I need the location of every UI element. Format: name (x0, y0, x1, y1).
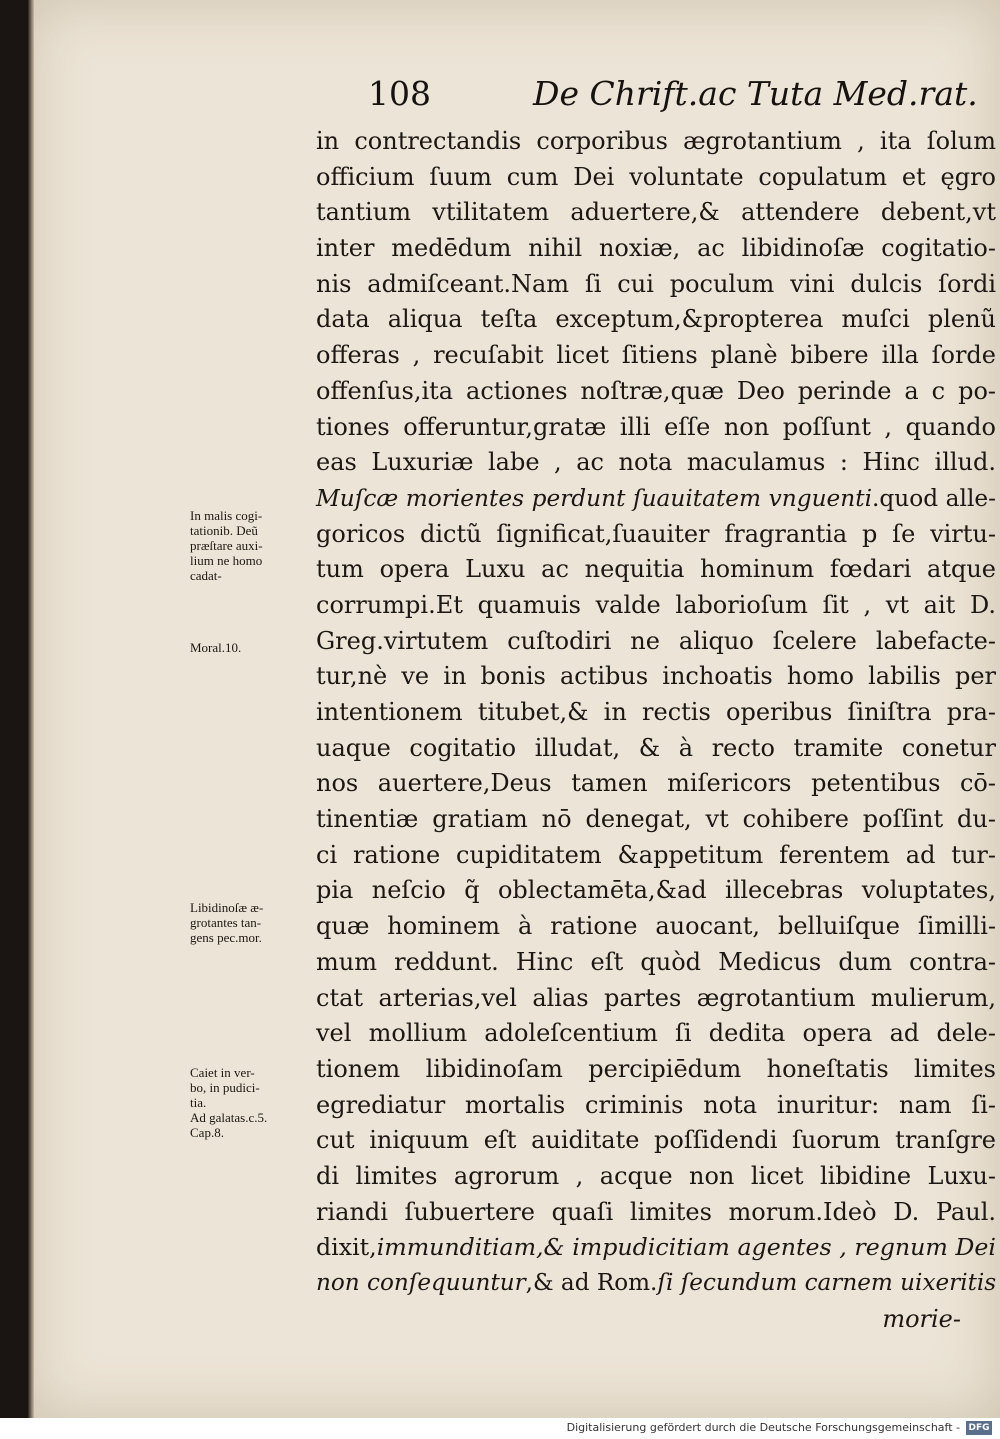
text-roman: inter medēdum nihil noxiæ, ac libidinoſæ cogitatio- (316, 234, 996, 263)
text-roman: nis admiſceant.Nam ſi cui poculum vini dulcis ſordi (316, 269, 996, 298)
text-roman: di limites agrorum , acque non licet libidine Luxu- (316, 1161, 996, 1190)
text-roman: tantium vtilitatem aduertere,& attendere debent,vt (316, 198, 996, 227)
margin-note-line: In malis cogi- (190, 508, 263, 523)
running-head (368, 74, 978, 124)
body-text (316, 124, 996, 1337)
text-roman: tionem libidinoſam percipiēdum honeſtatis limites (316, 1054, 996, 1083)
margin-note-line: Caiet in ver- (190, 1065, 255, 1080)
text-line (316, 766, 996, 802)
text-line (316, 945, 996, 981)
text-line (316, 302, 996, 338)
text-roman: ci ratione cupiditatem &appetitum ferentem ad tur- (316, 840, 996, 869)
text-line (316, 338, 996, 374)
text-roman: corrumpi.Et quamuis valde laborioſum ſit , vt ait D. (316, 590, 996, 619)
text-line (316, 410, 996, 446)
text-line (316, 981, 996, 1017)
text-line (316, 195, 996, 231)
text-roman: vel mollium adoleſcentium ſi dedita opera ad dele- (316, 1019, 996, 1048)
margin-note-line: Ad galatas.c.5. (190, 1110, 268, 1125)
text-line (316, 481, 996, 517)
text-roman: goricos dictũ ſignificat,ſuauiter fragrantia p ſe virtu- (316, 519, 996, 548)
text-roman: dixit, (316, 1233, 377, 1262)
funding-credit: Digitalisierung gefördert durch die Deutsche Forschungsgemeinschaft - (566, 1421, 960, 1434)
running-title: De Chrift.ac Tuta Med.rat. (533, 74, 978, 113)
text-line (316, 1016, 996, 1052)
text-roman: .quod alle- (872, 484, 996, 512)
margin-note-line: gens pec.mor. (190, 930, 262, 945)
text-line (316, 517, 996, 553)
text-line (316, 802, 996, 838)
text-line (316, 838, 996, 874)
book-page (28, 0, 1000, 1418)
text-roman: eas Luxuriæ labe , ac nota maculamus : Hinc illud. (316, 448, 996, 477)
text-roman: cut iniquum eſt auiditate poſſidendi ſuorum tranſgre (316, 1126, 996, 1155)
margin-note-line: lium ne homo (190, 553, 263, 568)
text-italic: immunditiam,& impudicitiam agentes , regnum Dei (376, 1233, 996, 1262)
text-roman: riandi ſubuertere quaſi limites morum.Ideò D. Paul. (316, 1197, 996, 1226)
margin-note-1 (190, 508, 320, 583)
text-line (316, 731, 996, 767)
text-line (316, 231, 996, 267)
text-line (316, 160, 996, 196)
text-italic: non conſequuntur (316, 1270, 526, 1296)
text-line (316, 1302, 996, 1338)
text-italic: morie- (882, 1304, 961, 1333)
margin-note-line: præſtare auxi- (190, 538, 263, 553)
text-roman: uaque cogitatio illudat, & à recto tramite conetur (316, 733, 996, 762)
text-roman: tur,nè ve in bonis actibus inchoatis homo labilis per (316, 662, 996, 691)
text-roman: offenſus,ita actiones noſtræ,quæ Deo perinde a c po- (316, 376, 996, 405)
text-line (316, 552, 996, 588)
text-line (316, 124, 996, 160)
text-line (316, 1052, 996, 1088)
margin-note-line: cadat- (190, 568, 222, 583)
text-line (316, 624, 996, 660)
text-line (316, 695, 996, 731)
text-line (316, 445, 996, 481)
text-roman: tiones offeruntur,gratæ illi eſſe non poſſunt , quando (316, 412, 996, 441)
text-line (316, 374, 996, 410)
margin-note-line: Libidinoſæ æ- (190, 900, 264, 915)
page-number: 108 (368, 74, 431, 113)
text-roman: officium ſuum cum Dei voluntate copulatum et ęgro (316, 162, 996, 191)
text-line (316, 1088, 996, 1124)
page-edge-shadow (28, 0, 34, 1418)
text-line (316, 1230, 996, 1266)
text-roman: tum opera Luxu ac nequitia hominum fœdari atque (316, 555, 996, 584)
text-roman: pia neſcio q̃ oblectamēta,&ad illecebras voluptates, (316, 876, 996, 905)
margin-note-3 (190, 900, 320, 945)
text-line (316, 267, 996, 303)
text-line (316, 1195, 996, 1231)
text-roman: data aliqua teſta exceptum,&propterea muſci plenũ (316, 305, 996, 334)
text-roman: ,& ad Rom. (525, 1270, 658, 1296)
text-italic: ſi ſecundum carnem uixeritis (657, 1270, 997, 1296)
margin-note-2 (190, 640, 320, 655)
text-line (316, 588, 996, 624)
text-line (316, 1266, 996, 1302)
text-roman: Greg.virtutem cuſtodiri ne aliquo ſcelere labefacte- (316, 626, 996, 655)
footer-bar (0, 1418, 1000, 1439)
text-roman: egrediatur mortalis criminis nota inuritur: nam ſi- (316, 1090, 996, 1119)
margin-note-line: tationib. Deũ (190, 523, 258, 538)
text-line (316, 873, 996, 909)
text-roman: nos auertere,Deus tamen miſericors petentibus cō- (316, 769, 996, 798)
dfg-logo: DFG (966, 1421, 992, 1435)
text-line (316, 909, 996, 945)
text-roman: ctat arterias,vel alias partes ægrotantium mulierum, (316, 983, 996, 1012)
margin-note-line: tia. (190, 1095, 207, 1110)
text-roman: tinentiæ gratiam nō denegat, vt cohibere poſſint du- (316, 805, 996, 834)
margin-note-4 (190, 1065, 320, 1140)
text-roman: intentionem titubet,& in rectis operibus ſiniſtra pra- (316, 698, 996, 726)
text-line (316, 1159, 996, 1195)
margin-note-line: grotantes tan- (190, 915, 262, 930)
margin-note-line: bo, in pudici- (190, 1080, 260, 1095)
text-line (316, 659, 996, 695)
margin-note-line: Cap.8. (190, 1125, 224, 1140)
text-italic: Muſcæ morientes perdunt ſuauitatem vnguenti (316, 484, 873, 512)
text-line (316, 1123, 996, 1159)
text-roman: offeras , recuſabit licet ſitiens planè bibere illa ſorde (316, 341, 996, 370)
text-roman: in contrectandis corporibus ægrotantium , ita ſolum (316, 127, 996, 155)
text-roman: mum reddunt. Hinc eſt quòd Medicus dum contra- (316, 947, 996, 976)
text-roman: quæ hominem à ratione auocant, belluiſque ſimilli- (316, 912, 996, 941)
margin-note-line: Moral.10. (190, 640, 242, 655)
